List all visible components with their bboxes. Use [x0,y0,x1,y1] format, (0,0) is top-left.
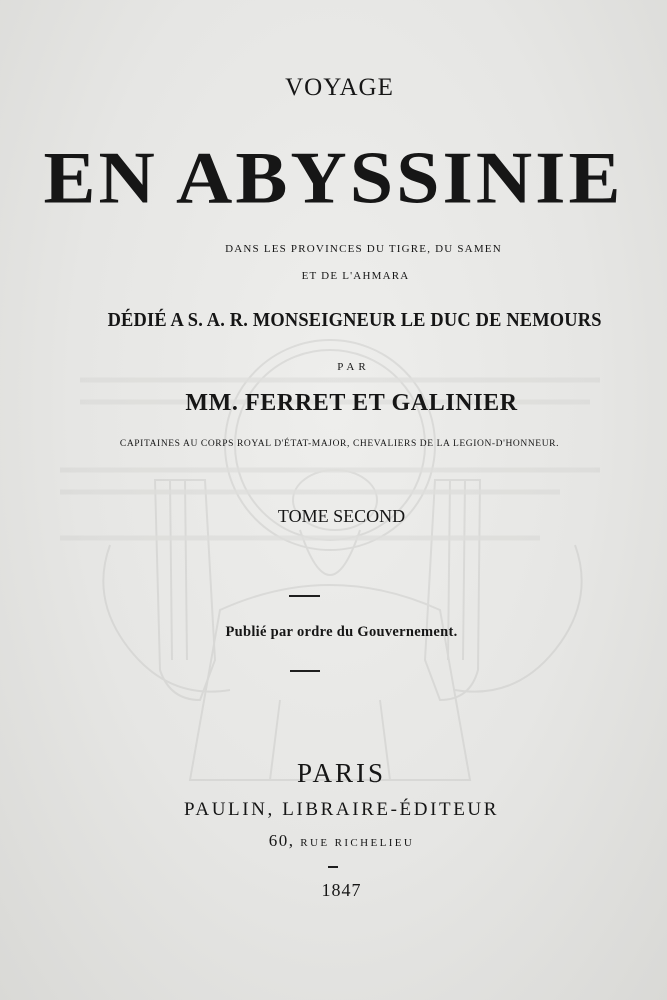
published-note: Publié par ordre du Gouvernement. [225,624,458,640]
address-number: 60, [268,831,295,850]
subtitle-line-2: ET DE L'AHMARA [301,270,410,282]
address-street: RUE RICHELIEU [300,837,415,849]
publisher: PAULIN, LIBRAIRE-ÉDITEUR [183,799,499,820]
main-title: EN ABYSSINIE [43,135,624,219]
title-voyage: VOYAGE [285,74,394,101]
author-titles: CAPITAINES AU CORPS ROYAL D'ÉTAT-MAJOR, CHEVALIERS DE LA LEGION-D'HONNEUR. [119,439,560,449]
publisher-address [0,831,667,851]
volume-label: TOME SECOND [277,506,406,526]
divider-dash [328,866,338,868]
par-label: PAR [337,361,370,373]
dedication: DÉDIÉ A S. A. R. MONSEIGNEUR LE DUC DE NEMOURS [107,309,602,331]
subtitle-line-1: DANS LES PROVINCES DU TIGRE, DU SAMEN [225,243,502,255]
city: PARIS [296,758,387,788]
divider-rule-1 [289,595,320,597]
publication-year: 1847 [321,880,362,900]
authors: MM. FERRET ET GALINIER [185,390,518,416]
divider-rule-2 [290,670,320,672]
